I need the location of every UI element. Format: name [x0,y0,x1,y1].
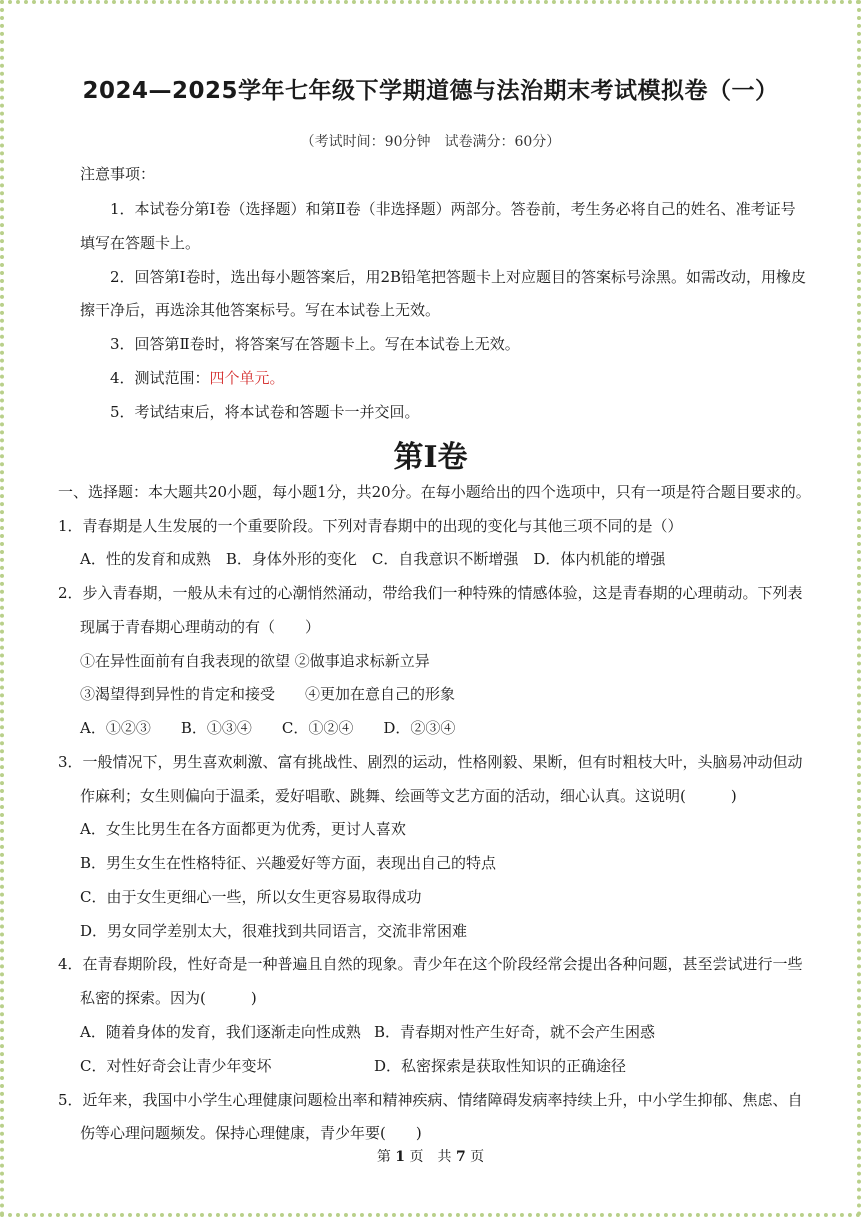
total-page-number: 7 [455,1149,466,1165]
question-1-options: A．性的发育和成熟 B．身体外形的变化 C．自我意识不断增强 D．体内机能的增强 [80,550,666,568]
question-3-option-b: B．男生女生在性格特征、兴趣爱好等方面，表现出自己的特点 [80,854,497,872]
footer-middle: 页 共 [409,1149,452,1165]
page-footer [4,1146,857,1166]
question-5-stem-line-2: 伤等心理问题频发。保持心理健康，青少年要( ) [80,1124,422,1142]
question-5-stem-line-1: 5．近年来，我国中小学生心理健康问题检出率和精神疾病、情绪障碍发病率持续上升，中小学生抑郁、焦虑、自 [58,1091,803,1109]
question-3-stem-line-2: 作麻利；女生则偏向于温柔，爱好唱歌、跳舞、绘画等文艺方面的活动，细心认真。这说明( ) [80,787,737,805]
notice-2-line-1: 2．回答第Ⅰ卷时，选出每小题答案后，用2B铅笔把答题卡上对应题目的答案标号涂黑。如需改动，用橡皮 [110,268,807,286]
notice-4-scope: 四个单元。 [209,369,285,387]
question-4-stem-line-1: 4．在青春期阶段，性好奇是一种普遍且自然的现象。青少年在这个阶段经常会提出各种问题，甚至尝试进行一些 [58,955,803,973]
question-2-items-1: ①在异性面前有自我表现的欲望 ②做事追求标新立异 [80,652,430,670]
notice-1-line-2: 填写在答题卡上。 [80,234,201,252]
notice-3: 3．回答第Ⅱ卷时，将答案写在答题卡上。写在本试卷上无效。 [110,335,520,353]
question-2-items-2: ③渴望得到异性的肯定和接受 ④更加在意自己的形象 [80,685,456,703]
question-3-option-c: C．由于女生更细心一些，所以女生更容易取得成功 [80,888,422,906]
notice-4 [110,368,285,388]
question-3-option-a: A．女生比男生在各方面都更为优秀，更讨人喜欢 [80,820,406,838]
notice-1-line-1: 1．本试卷分第Ⅰ卷（选择题）和第Ⅱ卷（非选择题）两部分。答卷前，考生务必将自己的姓名、准考证号 [110,200,796,218]
question-4-option-d: D．私密探索是获取性知识的正确途径 [374,1057,627,1075]
question-4-option-c: C．对性好奇会让青少年变坏 [80,1057,272,1075]
footer-prefix: 第 [376,1149,391,1165]
question-3-stem-line-1: 3．一般情况下，男生喜欢刺激、富有挑战性、剧烈的运动，性格刚毅、果断，但有时粗枝大叶，头脑易冲动但动 [58,753,803,771]
section-title: 第Ⅰ卷 [393,440,468,475]
question-2-stem-line-2: 现属于青春期心理萌动的有（ ） [80,618,321,636]
question-4-stem-line-2: 私密的探索。因为( ) [80,989,257,1007]
notice-2-line-2: 擦干净后，再选涂其他答案标号。写在本试卷上无效。 [80,301,441,319]
choice-instructions: 一、选择题：本大题共20小题，每小题1分，共20分。在每小题给出的四个选项中，只有一项是符合题目要求的。 [58,483,811,501]
notice-4-label: 4．测试范围： [110,369,210,387]
question-1-stem: 1．青春期是人生发展的一个重要阶段。下列对青春期中的出现的变化与其他三项不同的是（） [58,517,683,535]
notice-5: 5．考试结束后，将本试卷和答题卡一并交回。 [110,403,420,421]
question-3-option-d: D．男女同学差别太大，很难找到共同语言，交流非常困难 [80,922,468,940]
footer-suffix: 页 [470,1149,485,1165]
question-4-option-a: A．随着身体的发育，我们逐渐走向性成熟 [80,1023,361,1041]
exam-subtitle: （考试时间：90分钟 试卷满分：60分） [300,134,561,150]
question-2-options: A．①②③ B．①③④ C．①②④ D．②③④ [80,719,456,737]
notice-heading: 注意事项： [80,165,156,183]
question-4-option-b: B．青春期对性产生好奇，就不会产生困惑 [374,1023,656,1041]
current-page-number: 1 [395,1149,406,1165]
exam-title: 2024—2025学年七年级下学期道德与法治期末考试模拟卷（一） [82,78,779,104]
question-2-stem-line-1: 2．步入青春期，一般从未有过的心潮悄然涌动，带给我们一种特殊的情感体验，这是青春期的心理萌动。下列表 [58,584,803,602]
